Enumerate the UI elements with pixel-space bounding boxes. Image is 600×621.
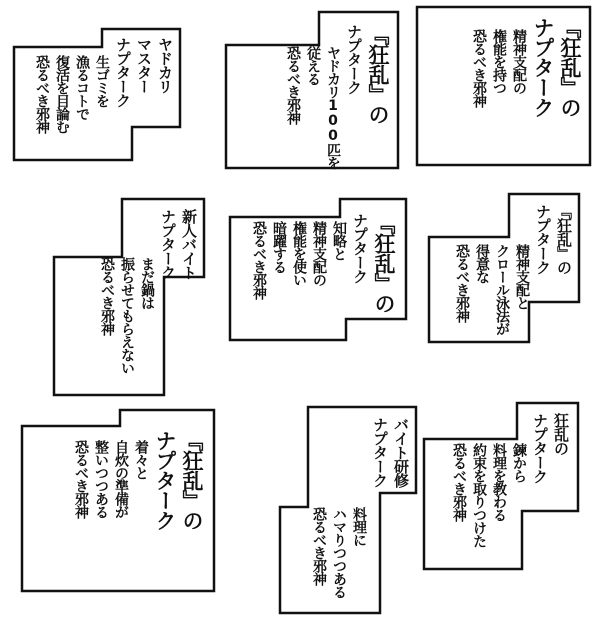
panel-4-line-4: 振らせてもらえない <box>119 257 135 374</box>
panel-3-line-5: 恐るべき邪神 <box>471 29 487 107</box>
panel-9-line-5: 約束を取りつけた <box>471 443 487 547</box>
panel-9-line-4: 料理を教わる <box>491 443 507 521</box>
panel-2-line-2: ナプターク <box>345 24 363 94</box>
panel-1-line-5: 漁るコトで <box>74 55 90 120</box>
panel-4-line-2: ナプターク <box>159 209 177 279</box>
panel-7-line-5: 整いつつある <box>93 440 109 518</box>
panel-7-line-3: 着々と <box>133 440 149 479</box>
panel-6-line-4: クロール泳法が <box>494 244 510 335</box>
panel-5-line-2: ナプターク <box>351 213 369 283</box>
panel-6-line-3: 精神支配と <box>514 244 530 309</box>
caption-panel-7 <box>20 408 216 593</box>
panel-2-line-5: 恐るべき邪神 <box>285 46 301 124</box>
caption-panel-2 <box>224 10 400 170</box>
panel-5-line-1: 『狂乱』の <box>372 213 396 313</box>
panel-5-line-4: 精神支配の <box>311 221 327 286</box>
panel-3-line-2: ナプターク <box>531 17 555 117</box>
panel-1-line-1: ヤドカリ <box>156 37 174 93</box>
panel-1-line-3: ナプターク <box>114 37 132 107</box>
panel-8-line-2: ナプターク <box>371 417 389 487</box>
panel-8-line-4: ハマりつつある <box>331 507 347 598</box>
panel-2-line-3: ヤドカリ100匹を <box>325 46 341 169</box>
caption-panel-4 <box>52 197 206 397</box>
panel-7-line-4: 自炊の準備が <box>113 440 129 518</box>
panel-9-line-2: ナプターク <box>531 413 549 483</box>
panel-1-line-2: マスター <box>135 37 153 93</box>
panel-7-line-6: 恐るべき邪神 <box>73 440 89 518</box>
panel-4-line-1: 新人バイト <box>180 209 198 279</box>
panel-2-line-4: 従える <box>305 46 321 85</box>
caption-panel-5 <box>228 197 408 342</box>
panel-4-line-5: 恐るべき邪神 <box>99 257 115 335</box>
caption-panel-6 <box>427 192 581 344</box>
panel-1-line-4: 生ゴミを <box>94 55 110 107</box>
caption-panel-9 <box>422 401 580 571</box>
panel-8-line-1: バイト研修 <box>392 417 410 487</box>
panel-9-line-3: 鍊から <box>511 443 527 482</box>
panel-4-line-3: まだ鍋は <box>139 257 155 309</box>
panel-6-line-6: 恐るべき邪神 <box>454 244 470 322</box>
panel-9-line-1: 狂乱の <box>552 413 570 455</box>
caption-panel-8 <box>278 405 418 615</box>
panel-8-line-5: 恐るべき邪神 <box>311 507 327 585</box>
panel-6-line-5: 得意な <box>474 244 490 283</box>
caption-panel-1 <box>12 27 182 162</box>
panel-6-line-1: 『狂乱』の <box>555 204 573 274</box>
panel-1-line-7: 恐るべき邪神 <box>34 55 50 133</box>
panel-8-line-3: 料理に <box>351 507 367 546</box>
panel-1-line-6: 復活を目論む <box>54 55 70 133</box>
panel-5-line-5: 権能を使い <box>291 221 307 286</box>
panel-9-line-6: 恐るべき邪神 <box>451 443 467 521</box>
panel-7-line-2: ナプターク <box>153 430 177 530</box>
panel-7-line-1: 『狂乱』の <box>180 430 204 530</box>
panel-3-line-3: 精神支配の <box>511 29 527 94</box>
panel-3-line-1: 『狂乱』の <box>558 17 582 117</box>
caption-panel-3 <box>415 5 592 167</box>
panel-5-line-7: 恐るべき邪神 <box>251 221 267 299</box>
panel-5-line-3: 知略と <box>331 221 347 260</box>
panel-5-line-6: 暗躍する <box>271 221 287 273</box>
panel-6-line-2: ナプターク <box>534 204 552 274</box>
panel-2-line-1: 『狂乱』の <box>366 24 390 124</box>
panel-3-line-4: 権能を持つ <box>491 29 507 94</box>
